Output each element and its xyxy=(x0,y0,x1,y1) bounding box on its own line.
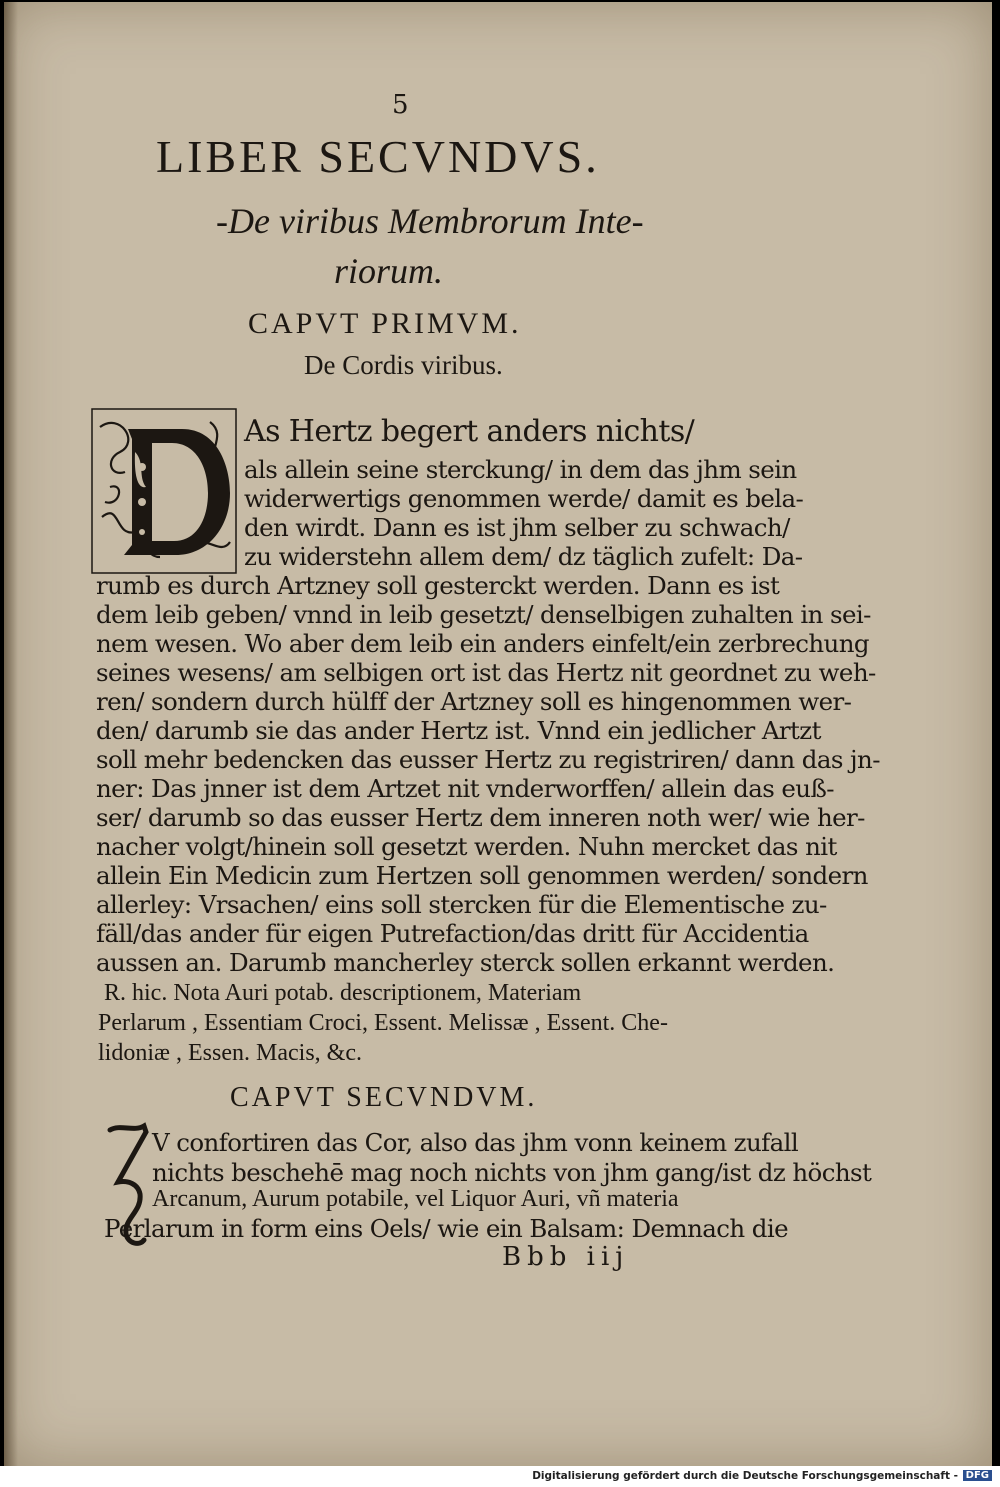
subheading-line-2: riorum. xyxy=(334,251,444,291)
text-line: V confortiren das Cor, also das jhm vonn keinem zufall xyxy=(152,1128,799,1157)
text-line: den wirdt. Dann es ist jhm selber zu schwach/ xyxy=(244,513,790,542)
text-line: aussen an. Darumb mancherley sterck sollen erkannt werden. xyxy=(96,948,835,977)
page-number: 5 xyxy=(392,90,409,120)
text-line: allein Ein Medicin zum Hertzen soll genommen werden/ sondern xyxy=(96,861,868,890)
text-line: nichts beschehē mag noch nichts von jhm gang/ist dz höchst xyxy=(152,1158,872,1187)
text-line: As Hertz begert anders nichts/ xyxy=(244,414,695,449)
text-line: den/ darumb sie das ander Hertz ist. Vnnd ein jedlicher Artzt xyxy=(96,716,821,745)
text-line: ner: Das jnner ist dem Artzet nit vnderworffen/ allein das euß- xyxy=(96,774,834,803)
book-page xyxy=(4,2,992,1466)
subheading-line-1: -De viribus Membrorum Inte- xyxy=(216,201,644,241)
latin-note-line: R. hic. Nota Auri potab. descriptionem, Materiam xyxy=(104,980,582,1006)
footer-credit: Digitalisierung gefördert durch die Deutsche Forschungsgemeinschaft - xyxy=(532,1470,958,1482)
text-line: nem wesen. Wo aber dem leib ein anders einfelt/ein zerbrechung xyxy=(96,629,869,658)
text-line: Arcanum, Aurum potabile, vel Liquor Auri, vñ materia xyxy=(152,1186,679,1212)
text-line: Perlarum in form eins Oels/ wie ein Balsam: Demnach die xyxy=(104,1214,788,1243)
latin-note-line: lidoniæ , Essen. Macis, &c. xyxy=(98,1040,362,1066)
text-line: als allein seine sterckung/ in dem das jhm sein xyxy=(244,455,797,484)
dfg-logo-icon: DFG xyxy=(963,1470,992,1481)
text-line: zu widerstehn allem dem/ dz täglich zufelt: Da- xyxy=(244,542,803,571)
text-line: rumb es durch Artzney soll gesterckt werden. Dann es ist xyxy=(96,571,780,600)
text-line: allerley: Vrsachen/ eins soll stercken für die Elementische zu- xyxy=(96,890,827,919)
digitization-footer xyxy=(0,1466,1000,1487)
text-line: seines wesens/ am selbigen ort ist das Hertz nit geordnet zu weh- xyxy=(96,658,876,687)
text-line: fäll/das ander für eigen Putrefaction/das dritt für Accidentia xyxy=(96,919,809,948)
book-heading: LIBER SECVNDVS. xyxy=(156,131,600,182)
text-line: nacher volgt/hinein soll gesetzt werden. Nuhn mercket das nit xyxy=(96,832,837,861)
chapter-1-subtitle: De Cordis viribus. xyxy=(304,350,503,380)
text-line: ser/ darumb so das eusser Hertz dem inneren noth wer/ wie her- xyxy=(96,803,865,832)
text-line: widerwertigs genommen werde/ damit es bela- xyxy=(244,484,804,513)
text-line: ren/ sondern durch hülff der Artzney soll es hingenommen wer- xyxy=(96,687,852,716)
latin-note-line: Perlarum , Essentiam Croci, Essent. Melissæ , Essent. Che- xyxy=(98,1010,668,1036)
chapter-1-title: CAPVT PRIMVM. xyxy=(248,307,522,340)
text-line: dem leib geben/ vnnd in leib gesetzt/ denselbigen zuhalten in sei- xyxy=(96,600,871,629)
signature-mark: Bbb iij xyxy=(502,1242,630,1272)
ornamental-initial-d-icon xyxy=(90,407,238,575)
text-line: soll mehr bedencken das eusser Hertz zu registriren/ dann das jn- xyxy=(96,745,880,774)
chapter-2-title: CAPVT SECVNDVM. xyxy=(230,1082,538,1113)
